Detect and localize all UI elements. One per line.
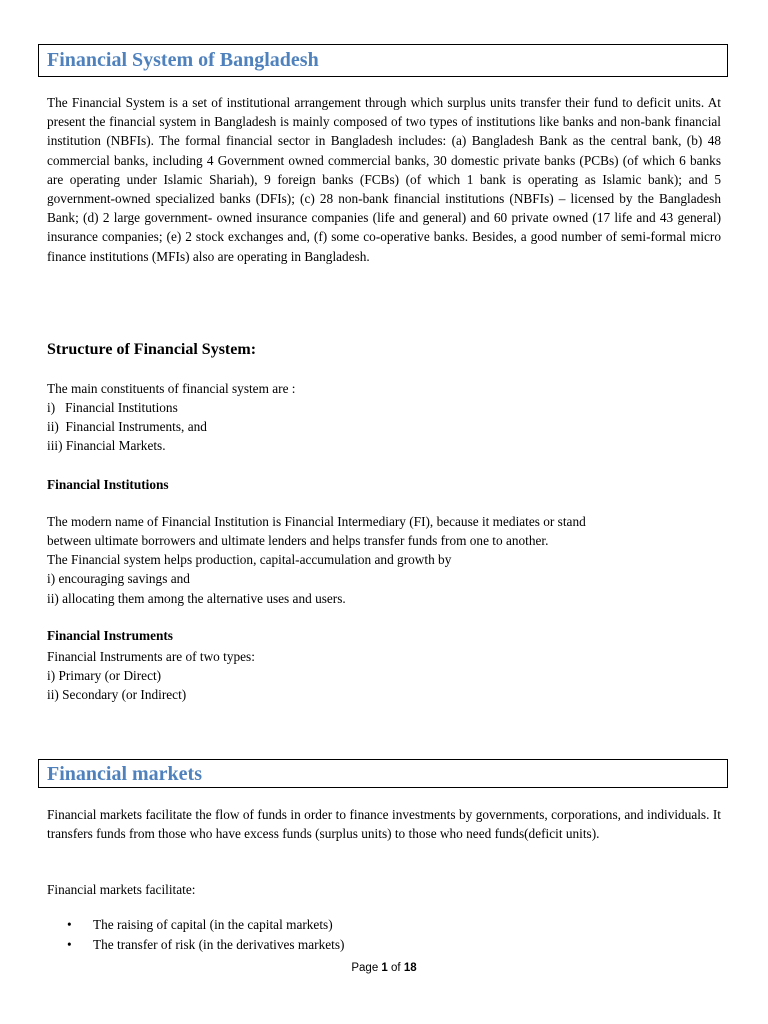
structure-item: ii) Financial Instruments, and: [47, 419, 207, 434]
instruments-heading: Financial Instruments: [47, 628, 173, 643]
institutions-line: between ultimate borrowers and ultimate lenders and helps transfer funds from one to another.: [47, 533, 549, 548]
institutions-line: ii) allocating them among the alternative uses and users.: [47, 591, 346, 606]
page-number: 1: [381, 962, 388, 974]
structure-item: i) Financial Institutions: [47, 400, 178, 415]
institutions-line: i) encouraging savings and: [47, 571, 190, 586]
institutions-heading: Financial Institutions: [47, 477, 169, 492]
structure-intro: The main constituents of financial system are :: [47, 381, 296, 396]
page-footer: [0, 962, 768, 974]
instruments-line: i) Primary (or Direct): [47, 668, 162, 683]
markets-facilitate-label: Financial markets facilitate:: [47, 882, 196, 897]
list-item: [47, 935, 344, 955]
list-item-text: The transfer of risk (in the derivatives markets): [93, 937, 345, 952]
section-heading-box: [38, 44, 728, 77]
section-heading-box: [38, 759, 728, 788]
section-title: Financial markets: [47, 763, 202, 785]
page-label: Page: [351, 962, 379, 974]
markets-paragraph: Financial markets facilitate the flow of funds in order to finance investments by governments, corporations, and individuals. It transfers funds from those who have excess funds (surplus units) to those who need funds(deficit units).: [47, 807, 721, 842]
page-total: 18: [403, 962, 417, 974]
structure-heading: Structure of Financial System:: [47, 341, 257, 358]
instruments-line: ii) Secondary (or Indirect): [47, 687, 187, 702]
institutions-line: The modern name of Financial Institution is Financial Intermediary (FI), because it mediates or stand: [47, 514, 586, 529]
instruments-line: Financial Instruments are of two types:: [47, 649, 255, 664]
structure-item: iii) Financial Markets.: [47, 438, 166, 453]
bullet-icon: •: [67, 937, 72, 952]
section-title: Financial System of Bangladesh: [47, 49, 319, 71]
bullet-icon: •: [67, 917, 72, 932]
intro-paragraph: The Financial System is a set of institutional arrangement through which surplus units transfer their fund to deficit units. At present the financial system in Bangladesh is mainly composed of two types of institutions like banks and non-bank financial institution (NBFIs). The formal financial sector in Bangladesh includes: (a) Bangladesh Bank as the central bank, (b) 48 commercial banks, including 4 Government owned commercial banks, 30 domestic private banks (PCBs) (of which 6 banks are operating under Islamic Shariah), 9 foreign banks (FCBs) (of which 1 bank is operating as Islamic bank); and 5 government-owned specialized banks (DFIs); (c) 28 non-bank financial institutions (NBFIs) – licensed by the Bangladesh Bank; (d) 2 large government- owned insurance companies (life and general) and 60 private owned (17 life and 43 general) insurance companies; (e) 2 stock exchanges and, (f) some co-operative banks. Besides, a good number of semi-formal micro finance institutions (MFIs) also are operating in Bangladesh.: [47, 95, 721, 264]
of-label: of: [391, 962, 401, 974]
institutions-line: The Financial system helps production, capital-accumulation and growth by: [47, 552, 452, 567]
list-item-text: The raising of capital (in the capital markets): [93, 917, 333, 932]
markets-bullet-list: [47, 915, 344, 955]
list-item: [47, 915, 344, 935]
